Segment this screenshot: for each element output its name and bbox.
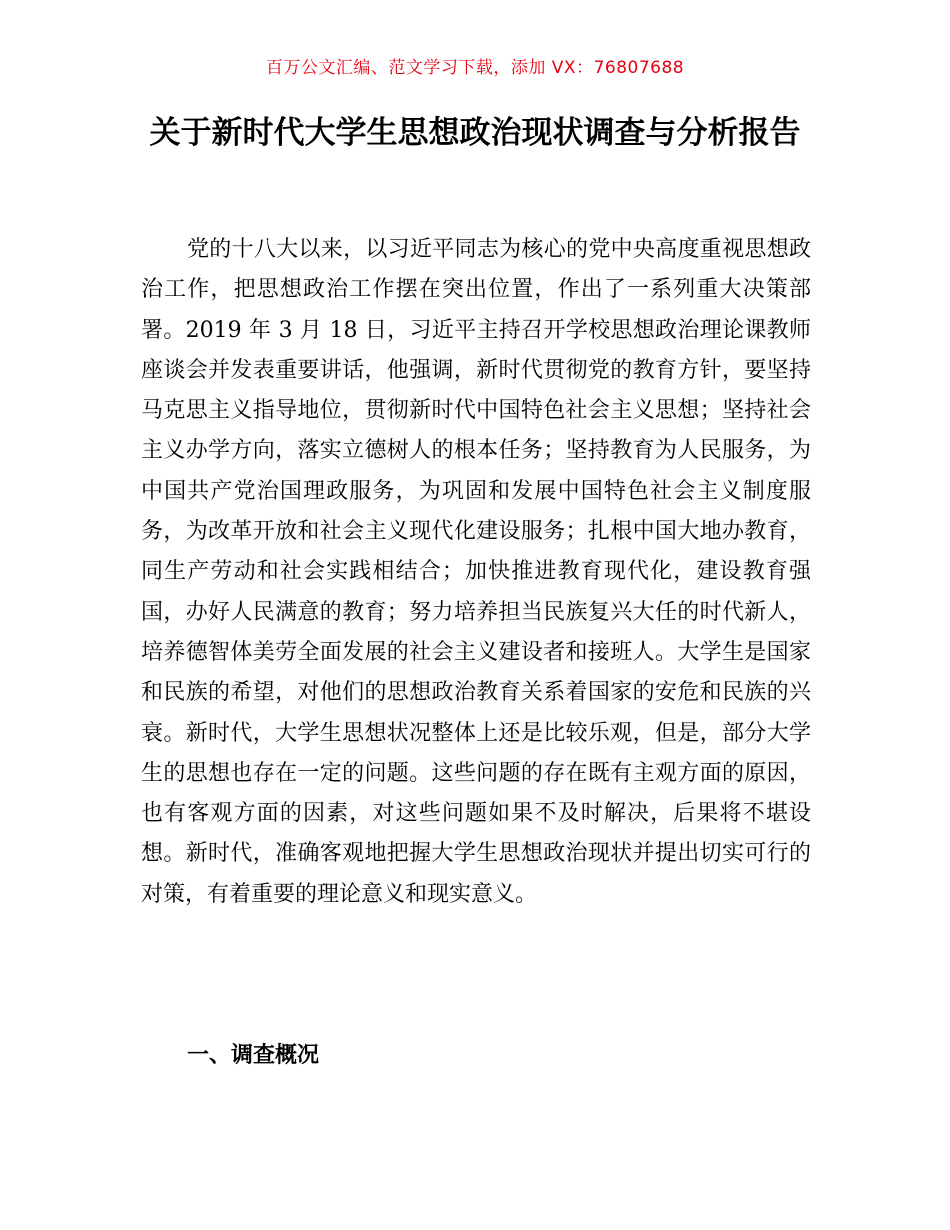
body-paragraph: 党的十八大以来，以习近平同志为核心的党中央高度重视思想政治工作，把思想政治工作摆在突出位置，作出了一系列重大决策部署。2019 年 3 月 18 日，习近平主持召开学校思想政治理论课教师座谈会并发表重要讲话，他强调，新时代贯彻党的教育方针，要坚持马克思主义指导地位，贯彻新时代中国特色社会主义思想；坚持社会主义办学方向，落实立德树人的根本任务；坚持教育为人民服务，为中国共产党治国理政服务，为巩固和发展中国特色社会主义制度服务，为改革开放和社会主义现代化建设服务；扎根中国大地办教育，同生产劳动和社会实践相结合；加快推进教育现代化，建设教育强国，办好人民满意的教育；努力培养担当民族复兴大任的时代新人，培养德智体美劳全面发展的社会主义建设者和接班人。大学生是国家和民族的希望，对他们的思想政治教育关系着国家的安危和民族的兴衰。新时代，大学生思想状况整体上还是比较乐观，但是，部分大学生的思想也存在一定的问题。这些问题的存在既有主观方面的原因，也有客观方面的因素，对这些问题如果不及时解决，后果将不堪设想。新时代，准确客观地把握大学生思想政治现状并提出切实可行的对策，有着重要的理论意义和现实意义。 bbox=[141, 237, 811, 907]
page-title: 关于新时代大学生思想政治现状调查与分析报告 bbox=[149, 115, 801, 151]
section-heading: 一、调查概况 bbox=[187, 1043, 320, 1068]
promo-header: 百万公文汇编、范文学习下载，添加 VX：76807688 bbox=[265, 58, 685, 78]
